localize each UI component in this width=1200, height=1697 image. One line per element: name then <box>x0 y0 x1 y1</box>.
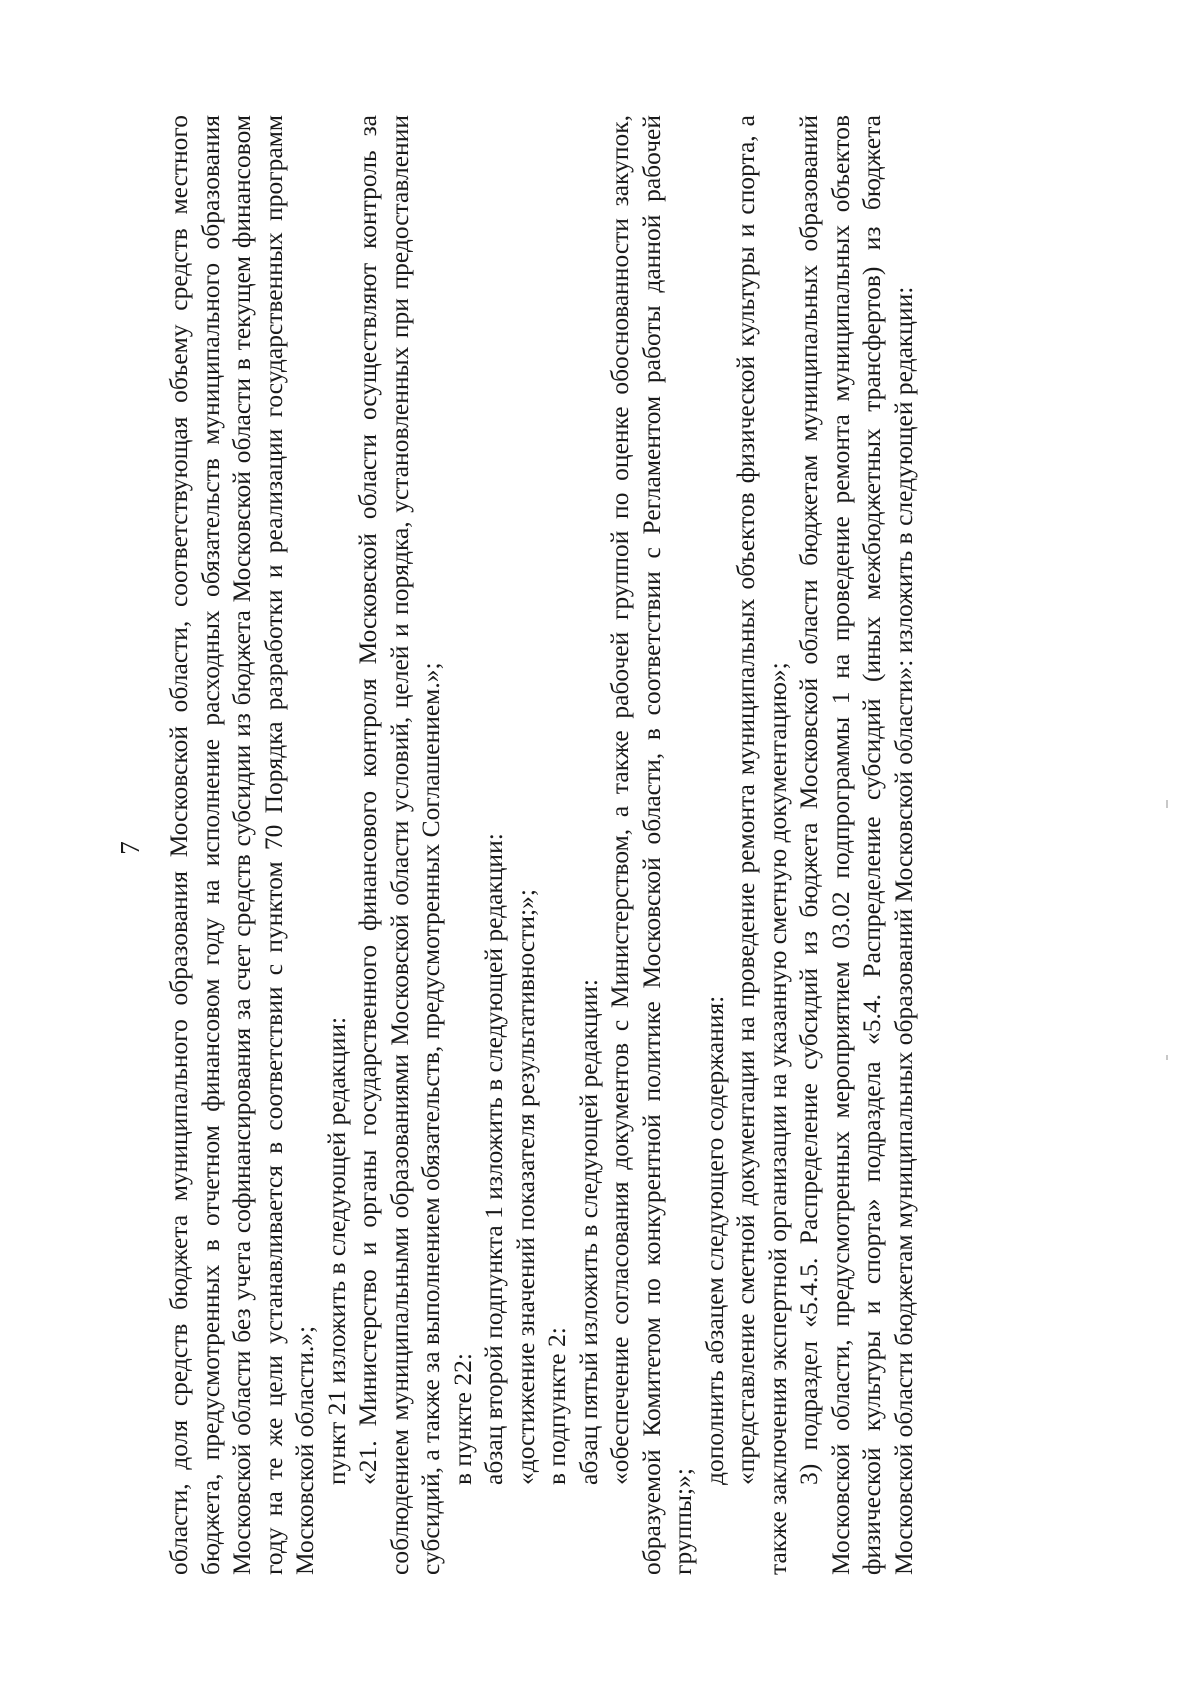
paragraph-9: «обеспечение согласования документов с Министерством, а также рабочей группой по оценке обоснованности закупок, образуемой Комитетом по конкурентной политике Московской области, в соответствии с Регламентом работы данной рабочей группы;»; <box>605 115 697 1575</box>
paragraph-5: абзац второй подпункта 1 изложить в следующей редакции: <box>479 833 508 1485</box>
paragraph-10: дополнить абзацем следующего содержания: <box>699 995 729 1485</box>
page-number: 7 <box>115 841 145 855</box>
paragraph-1: области, доля средств бюджета муниципального образования Московской области, соответствующая объему средств местного бюджета, предусмотренных в отчетном финансовом году на исполнение расходных обязательств муниципального образования Московской области без учета софинансирования за счет средств субсидии из бюджета Московской области в текущем финансовом году на те же цели устанавливается в соответствии с пунктом 70 Порядка разработки и реализации государственных программ Московской области.»; <box>164 115 319 1575</box>
scan-mark <box>1166 1055 1168 1060</box>
paragraph-3: «21. Министерство и органы государственного финансового контроля Московской области осуществляют контроль за соблюдением муниципальными образованиями Московской области условий, целей и порядка, установленных при предоставлении субсидий, а также за выполнением обязательств, предусмотренных Соглашением.»; <box>353 115 445 1575</box>
paragraph-4: в пункте 22: <box>447 1353 477 1485</box>
rotated-content <box>85 83 1115 1613</box>
paragraph-6: «достижение значений показателя результативности;»; <box>510 889 540 1485</box>
paragraph-12: 3) подраздел «5.4.5. Распределение субсидий из бюджета Московской области бюджетам муниципальных образований Московской области, предусмотренных мероприятием 03.02 подпрограммы 1 на проведение ремонта муниципальных объектов физической культуры и спорта» подраздела «5.4. Распределение субсидий (иных межбюджетных трансфертов) из бюджета Московской области бюджетам муниципальных образований Московской области»: изложить в следующей редакции: <box>794 115 918 1575</box>
paragraph-11: «представление сметной документации на проведение ремонта муниципальных объектов физической культуры и спорта, а также заключения экспертной организации на указанную сметную документацию»; <box>731 115 792 1575</box>
body-text <box>163 115 919 1575</box>
scan-mark <box>1166 800 1168 808</box>
paragraph-7: в подпункте 2: <box>542 1327 571 1485</box>
paragraph-2: пункт 21 изложить в следующей редакции: <box>321 1016 351 1485</box>
paragraph-8: абзац пятый изложить в следующей редакции: <box>573 979 603 1485</box>
